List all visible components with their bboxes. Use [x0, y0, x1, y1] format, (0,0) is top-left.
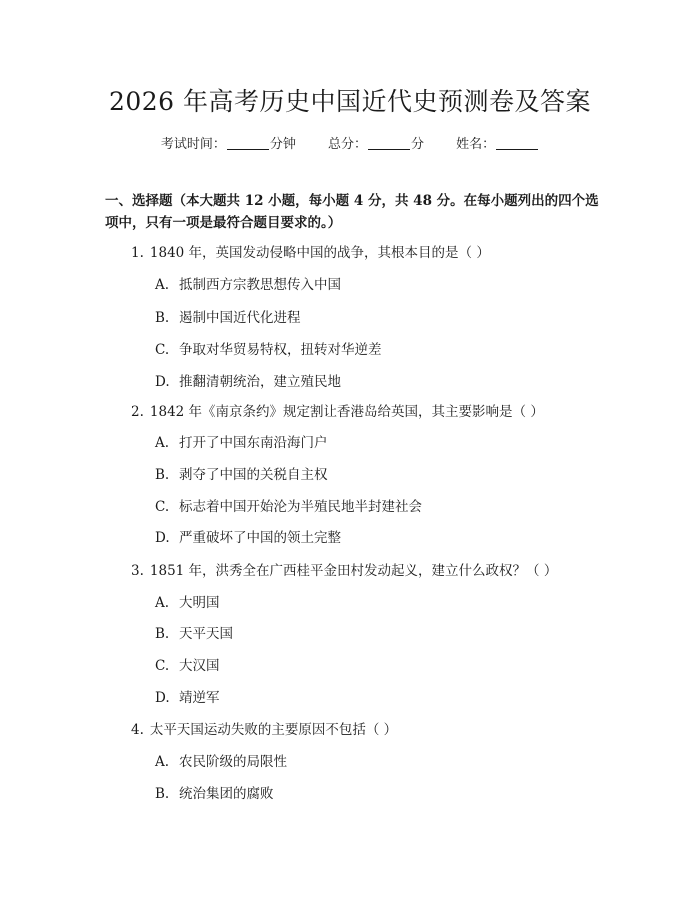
- option-text: 抵制西方宗教思想传入中国: [179, 277, 341, 293]
- option-key: D.: [155, 690, 170, 706]
- option-text: 打开了中国东南沿海门户: [179, 435, 328, 451]
- exam-time-unit: 分钟: [269, 137, 296, 152]
- option-key: B.: [155, 310, 170, 326]
- option-2a[interactable]: [155, 434, 328, 452]
- option-text: 争取对华贸易特权，扭转对华逆差: [179, 342, 382, 358]
- question-3: [131, 562, 557, 580]
- option-4a[interactable]: [155, 753, 287, 771]
- student-name-blank[interactable]: [496, 137, 538, 150]
- total-score-label: 总分：: [327, 137, 367, 152]
- option-1a[interactable]: [155, 276, 341, 294]
- option-text: 靖逆军: [179, 690, 220, 706]
- option-text: 大汉国: [179, 658, 220, 674]
- exam-time-label: 考试时间：: [160, 137, 226, 152]
- question-number: 3.: [131, 563, 144, 579]
- option-text: 统治集团的腐败: [179, 786, 274, 802]
- option-text: 严重破坏了中国的领土完整: [179, 530, 341, 546]
- total-score-blank[interactable]: [368, 137, 410, 150]
- question-number: 4.: [131, 722, 144, 738]
- section-heading: 一、选择题（本大题共 12 小题，每小题 4 分，共 48 分。在每小题列出的四个选项中，只有一项是最符合题目要求的。）: [105, 193, 599, 231]
- option-key: A.: [155, 595, 170, 611]
- question-2: [131, 403, 544, 421]
- question-text: 1842 年《南京条约》规定割让香港岛给英国，其主要影响是（ ）: [149, 404, 544, 420]
- option-4b[interactable]: [155, 785, 274, 803]
- student-name: [456, 133, 539, 152]
- option-key: D.: [155, 374, 170, 390]
- option-text: 剥夺了中国的关税自主权: [179, 467, 328, 483]
- option-3b[interactable]: [155, 625, 233, 643]
- option-key: C.: [155, 342, 170, 358]
- question-1: [131, 244, 490, 262]
- option-key: A.: [155, 277, 170, 293]
- exam-time-blank[interactable]: [227, 137, 269, 150]
- option-key: B.: [155, 626, 170, 642]
- option-2c[interactable]: [155, 498, 422, 516]
- question-number: 2.: [131, 404, 144, 420]
- total-score: [328, 133, 424, 152]
- option-key: A.: [155, 754, 170, 770]
- option-2d[interactable]: [155, 529, 341, 547]
- option-1c[interactable]: [155, 341, 382, 359]
- option-text: 天平天国: [179, 626, 233, 642]
- student-name-label: 姓名：: [456, 137, 496, 152]
- option-key: B.: [155, 786, 170, 802]
- question-4: [131, 721, 397, 739]
- exam-time: [161, 133, 296, 152]
- option-key: C.: [155, 499, 170, 515]
- option-2b[interactable]: [155, 466, 328, 484]
- option-text: 标志着中国开始沦为半殖民地半封建社会: [179, 499, 422, 515]
- question-text: 太平天国运动失败的主要原因不包括（ ）: [149, 722, 398, 738]
- option-text: 遏制中国近代化进程: [179, 310, 301, 326]
- option-key: A.: [155, 435, 170, 451]
- question-text: 1840 年，英国发动侵略中国的战争，其根本目的是（ ）: [149, 245, 490, 261]
- total-score-unit: 分: [411, 137, 425, 152]
- option-key: B.: [155, 467, 170, 483]
- option-text: 推翻清朝统治，建立殖民地: [179, 374, 341, 390]
- option-1d[interactable]: [155, 373, 341, 391]
- question-number: 1.: [131, 245, 144, 261]
- option-3c[interactable]: [155, 657, 220, 675]
- option-key: C.: [155, 658, 170, 674]
- question-text: 1851 年，洪秀全在广西桂平金田村发动起义，建立什么政权？（ ）: [149, 563, 558, 579]
- option-3a[interactable]: [155, 594, 220, 612]
- option-text: 大明国: [179, 595, 220, 611]
- option-text: 农民阶级的局限性: [179, 754, 287, 770]
- option-key: D.: [155, 530, 170, 546]
- option-3d[interactable]: [155, 689, 220, 707]
- exam-meta: [0, 133, 700, 152]
- document-title: 2026 年高考历史中国近代史预测卷及答案: [108, 87, 592, 116]
- option-1b[interactable]: [155, 309, 301, 327]
